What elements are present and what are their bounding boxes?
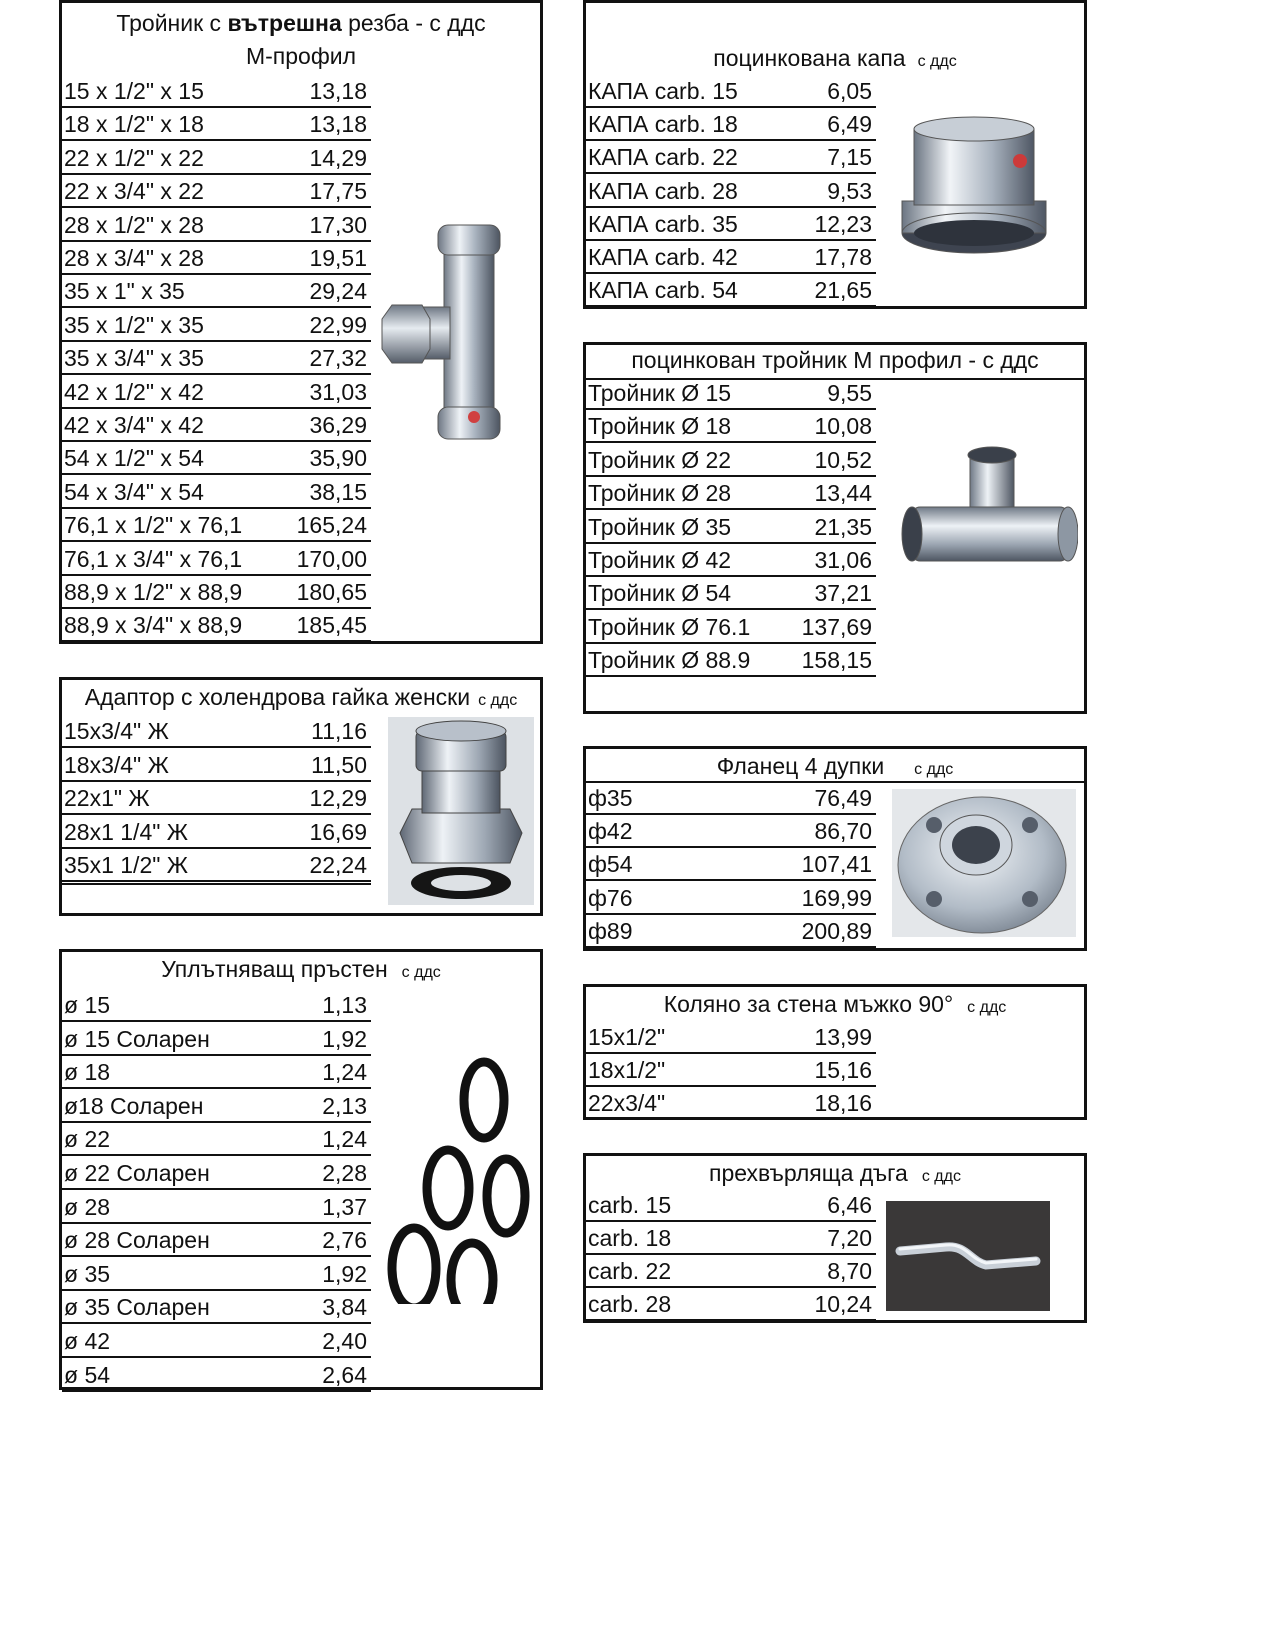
item-price: 10,52: [814, 446, 872, 473]
item-price: 17,75: [309, 178, 367, 205]
price-row: [62, 816, 371, 849]
item-price: 1,24: [322, 1126, 367, 1153]
price-row: [62, 75, 371, 108]
price-row: [62, 782, 371, 815]
price-row: [586, 882, 876, 915]
item-label: ф54: [588, 851, 633, 878]
price-row: [586, 377, 876, 410]
price-row: [586, 444, 876, 477]
item-label: carb. 15: [588, 1192, 672, 1218]
union-nut-adapter-photo: [388, 717, 534, 905]
price-row: [586, 208, 876, 241]
item-price: 86,70: [814, 818, 872, 845]
item-label: 54 x 1/2" x 54: [64, 445, 204, 472]
item-price: 2,76: [322, 1227, 367, 1254]
flange-section: [583, 746, 1087, 951]
price-row: [62, 209, 371, 242]
item-label: 15 x 1/2" x 15: [64, 78, 204, 104]
item-label: КАПА carb. 18: [588, 111, 738, 138]
price-row: [586, 477, 876, 510]
price-row: [586, 241, 876, 274]
item-label: 18x1/2": [588, 1057, 666, 1083]
vat-note: с ддс: [914, 761, 954, 778]
item-price: 16,69: [309, 818, 367, 845]
item-label: 28 x 1/2" x 28: [64, 211, 204, 238]
price-row: [586, 75, 876, 108]
item-price: 35,90: [309, 445, 367, 472]
price-row: [586, 1288, 876, 1321]
price-row: [586, 915, 876, 948]
crossover-title-text: прехвърляща дъга: [709, 1160, 908, 1186]
item-price: 200,89: [801, 917, 872, 944]
item-price: 17,30: [309, 211, 367, 238]
price-row: [62, 376, 371, 409]
item-label: Тройник Ø 42: [588, 547, 732, 573]
item-price: 1,92: [322, 1025, 367, 1052]
price-row: [62, 609, 371, 642]
price-row: [62, 242, 371, 275]
item-label: ø 35: [64, 1260, 111, 1287]
price-row: [62, 309, 371, 342]
item-label: Тройник Ø 15: [588, 380, 732, 406]
tee-internal-section: [59, 0, 543, 644]
item-price: 37,21: [814, 580, 872, 607]
price-row: [62, 509, 371, 542]
price-row: [586, 274, 876, 307]
item-price: 19,51: [309, 245, 367, 271]
item-label: 28 x 3/4" x 28: [64, 245, 204, 271]
item-label: Тройник Ø 35: [588, 513, 732, 540]
caps-title: [586, 43, 1084, 77]
price-row: [62, 543, 371, 576]
wall-elbow-title: [586, 989, 1084, 1023]
item-label: Тройник Ø 18: [588, 413, 732, 440]
tee-internal-title: [62, 8, 540, 38]
item-label: ф76: [588, 884, 633, 911]
item-label: 28x1 1/4" Ж: [64, 818, 189, 845]
item-label: ø 15 Соларен: [64, 1025, 210, 1052]
item-price: 1,92: [322, 1260, 367, 1287]
price-row: [62, 1090, 371, 1123]
item-price: 31,06: [814, 547, 872, 573]
item-price: 3,84: [322, 1294, 367, 1321]
item-price: 6,05: [827, 78, 872, 104]
item-label: ø18 Соларен: [64, 1092, 204, 1119]
price-row: [586, 511, 876, 544]
item-label: 35 x 1" x 35: [64, 278, 185, 305]
item-label: ø 18: [64, 1059, 111, 1086]
item-price: 8,70: [827, 1258, 872, 1284]
vat-note: с ддс: [921, 1168, 961, 1185]
item-label: 22 x 3/4" x 22: [64, 178, 204, 205]
item-price: 2,13: [322, 1092, 367, 1119]
item-label: ф89: [588, 917, 633, 944]
price-row: [62, 409, 371, 442]
item-price: 6,49: [827, 111, 872, 138]
price-row: [586, 1054, 876, 1087]
item-label: КАПА carb. 54: [588, 277, 738, 304]
item-price: 170,00: [296, 545, 367, 572]
item-price: 6,46: [827, 1192, 872, 1218]
item-price: 165,24: [296, 512, 367, 539]
price-row: [586, 108, 876, 141]
item-label: ø 28: [64, 1193, 111, 1220]
title-part: резба - с ддс: [341, 10, 486, 36]
price-row: [62, 749, 371, 782]
item-label: КАПА carb. 15: [588, 78, 738, 104]
item-label: ø 22: [64, 1126, 111, 1153]
price-row: [62, 442, 371, 475]
item-label: 76,1 x 3/4" x 76,1: [64, 545, 243, 572]
price-row: [62, 275, 371, 308]
price-row: [62, 476, 371, 509]
item-price: 1,24: [322, 1059, 367, 1086]
item-price: 21,35: [814, 513, 872, 540]
adapter-title: [62, 682, 540, 716]
tee-threaded-icon: [378, 221, 518, 443]
flange-icon: [892, 789, 1076, 937]
flange-photo: [892, 789, 1076, 937]
item-label: 54 x 3/4" x 54: [64, 478, 204, 505]
price-row: [586, 611, 876, 644]
vat-note: с ддс: [917, 53, 957, 70]
price-row: [62, 175, 371, 208]
wall-elbow-section: [583, 984, 1087, 1120]
item-price: 31,03: [309, 378, 367, 405]
price-row: [62, 1258, 371, 1291]
oring-section: [59, 949, 543, 1390]
item-price: 2,64: [322, 1361, 367, 1388]
item-label: ø 15: [64, 992, 111, 1018]
item-price: 137,69: [801, 613, 872, 640]
item-label: КАПА carb. 42: [588, 244, 738, 270]
item-price: 11,16: [311, 718, 367, 744]
caps-title-text: поцинкована капа: [713, 45, 906, 71]
crossover-title: [586, 1158, 1084, 1192]
price-row: [62, 1023, 371, 1056]
tee-internal-subtitle: М-профил: [245, 43, 357, 69]
item-price: 7,20: [827, 1225, 872, 1251]
price-row: [62, 1325, 371, 1358]
item-price: 12,29: [309, 785, 367, 811]
item-price: 185,45: [296, 612, 367, 639]
item-price: 169,99: [801, 884, 872, 911]
price-row: [62, 342, 371, 375]
item-price: 1,13: [322, 992, 367, 1018]
union-nut-adapter-icon: [388, 717, 534, 905]
item-price: 107,41: [801, 851, 872, 878]
item-label: 88,9 x 1/2" x 88,9: [64, 579, 243, 605]
item-label: КАПА carb. 35: [588, 210, 738, 237]
price-row: [586, 815, 876, 848]
item-price: 12,23: [814, 210, 872, 237]
item-price: 13,99: [814, 1024, 872, 1050]
item-price: 29,24: [309, 278, 367, 305]
item-price: 18,16: [814, 1090, 872, 1116]
item-price: 2,28: [322, 1160, 367, 1186]
item-label: КАПА carb. 22: [588, 144, 738, 171]
item-price: 22,99: [309, 311, 367, 338]
price-row: [586, 577, 876, 610]
item-label: 35x1 1/2" Ж: [64, 852, 189, 878]
o-ring-icon: [384, 1054, 534, 1304]
price-row: [62, 715, 371, 748]
item-price: 14,29: [309, 144, 367, 171]
price-row: [62, 989, 371, 1022]
item-price: 180,65: [296, 579, 367, 605]
price-row: [586, 782, 876, 815]
item-label: Тройник Ø 88.9: [588, 647, 751, 674]
vat-note: с ддс: [401, 964, 441, 981]
item-price: 76,49: [814, 785, 872, 811]
row-divider: [62, 883, 371, 885]
item-price: 9,55: [827, 380, 872, 406]
item-label: carb. 18: [588, 1225, 672, 1251]
item-label: 76,1 x 1/2" x 76,1: [64, 512, 243, 539]
vat-note: с ддс: [967, 999, 1007, 1016]
item-label: Тройник Ø 76.1: [588, 613, 751, 640]
title-bold-part: вътрешна: [227, 10, 342, 36]
price-row: [586, 644, 876, 677]
item-label: ø 54: [64, 1361, 111, 1388]
price-row: [586, 1021, 876, 1054]
item-label: 88,9 x 3/4" x 88,9: [64, 612, 243, 639]
wall-elbow-title-text: Коляно за стена мъжко 90°: [663, 991, 954, 1017]
tee-galvanized-section: [583, 342, 1087, 714]
galvanized-cap-icon: [896, 115, 1052, 257]
item-label: КАПА carb. 28: [588, 177, 738, 204]
item-price: 17,78: [814, 244, 872, 270]
price-row: [62, 1191, 371, 1224]
item-label: 35 x 1/2" x 35: [64, 311, 204, 338]
item-price: 36,29: [309, 412, 367, 438]
item-label: 22x1" Ж: [64, 785, 150, 811]
item-price: 38,15: [309, 478, 367, 505]
item-price: 1,37: [322, 1193, 367, 1220]
item-label: 15x1/2": [588, 1024, 666, 1050]
adapter-section: [59, 677, 543, 916]
price-row: [62, 1224, 371, 1257]
tee-galvanized-title: поцинкован тройник М профил - с ддс: [631, 347, 1039, 373]
price-row: [62, 1359, 371, 1392]
item-price: 2,40: [322, 1328, 367, 1354]
item-label: 35 x 3/4" x 35: [64, 345, 204, 372]
item-label: 42 x 1/2" x 42: [64, 378, 204, 405]
price-row: [62, 1056, 371, 1089]
price-row: [586, 1087, 876, 1120]
item-price: 10,24: [814, 1291, 872, 1317]
price-row: [586, 1255, 876, 1288]
item-price: 13,44: [814, 480, 872, 507]
item-label: 18x3/4" Ж: [64, 751, 169, 778]
oring-title-text: Уплътняващ пръстен: [161, 956, 388, 982]
item-label: 22x3/4": [588, 1090, 666, 1116]
tee-fitting-icon: [898, 445, 1078, 585]
adapter-title-text: Адаптор с холендрова гайка женски: [84, 684, 471, 710]
item-label: carb. 28: [588, 1291, 672, 1317]
item-price: 10,08: [814, 413, 872, 440]
price-row: [586, 141, 876, 174]
price-row: [586, 544, 876, 577]
price-row: [62, 1157, 371, 1190]
item-label: Тройник Ø 54: [588, 580, 732, 607]
price-row: [586, 1222, 876, 1255]
price-row: [586, 410, 876, 443]
item-label: ф42: [588, 818, 633, 845]
item-label: 42 x 3/4" x 42: [64, 412, 204, 438]
item-label: Тройник Ø 22: [588, 446, 732, 473]
item-label: ø 35 Соларен: [64, 1294, 210, 1321]
crossover-bend-icon: [886, 1201, 1050, 1311]
item-price: 13,18: [309, 78, 367, 104]
crossover-photo: [886, 1201, 1050, 1311]
flange-title: [586, 751, 1084, 785]
oring-title: [62, 954, 540, 988]
item-price: 13,18: [309, 111, 367, 138]
item-price: 22,24: [309, 852, 367, 878]
price-row: [62, 142, 371, 175]
item-label: ф35: [588, 785, 633, 811]
price-row: [586, 848, 876, 881]
item-label: ø 22 Соларен: [64, 1160, 210, 1186]
item-price: 158,15: [801, 647, 872, 674]
price-row: [586, 1189, 876, 1222]
item-price: 15,16: [814, 1057, 872, 1083]
item-label: ø 28 Соларен: [64, 1227, 210, 1254]
item-price: 11,50: [311, 751, 367, 778]
crossover-section: [583, 1153, 1087, 1323]
price-row: [62, 1291, 371, 1324]
item-label: carb. 22: [588, 1258, 672, 1284]
item-price: 27,32: [309, 345, 367, 372]
item-price: 9,53: [827, 177, 872, 204]
caps-section: [583, 0, 1087, 309]
price-row: [62, 1123, 371, 1156]
item-label: 15x3/4" Ж: [64, 718, 169, 744]
item-label: ø 42: [64, 1328, 111, 1354]
title-part: Тройник с: [116, 10, 228, 36]
price-row: [62, 849, 371, 882]
price-row: [586, 175, 876, 208]
price-row: [62, 576, 371, 609]
item-label: Тройник Ø 28: [588, 480, 732, 507]
vat-note: с ддс: [478, 692, 518, 709]
item-label: 18 x 1/2" x 18: [64, 111, 204, 138]
price-row: [62, 108, 371, 141]
item-label: 22 x 1/2" x 22: [64, 144, 204, 171]
item-price: 21,65: [814, 277, 872, 304]
item-price: 7,15: [827, 144, 872, 171]
flange-title-text: Фланец 4 дупки: [716, 753, 885, 779]
